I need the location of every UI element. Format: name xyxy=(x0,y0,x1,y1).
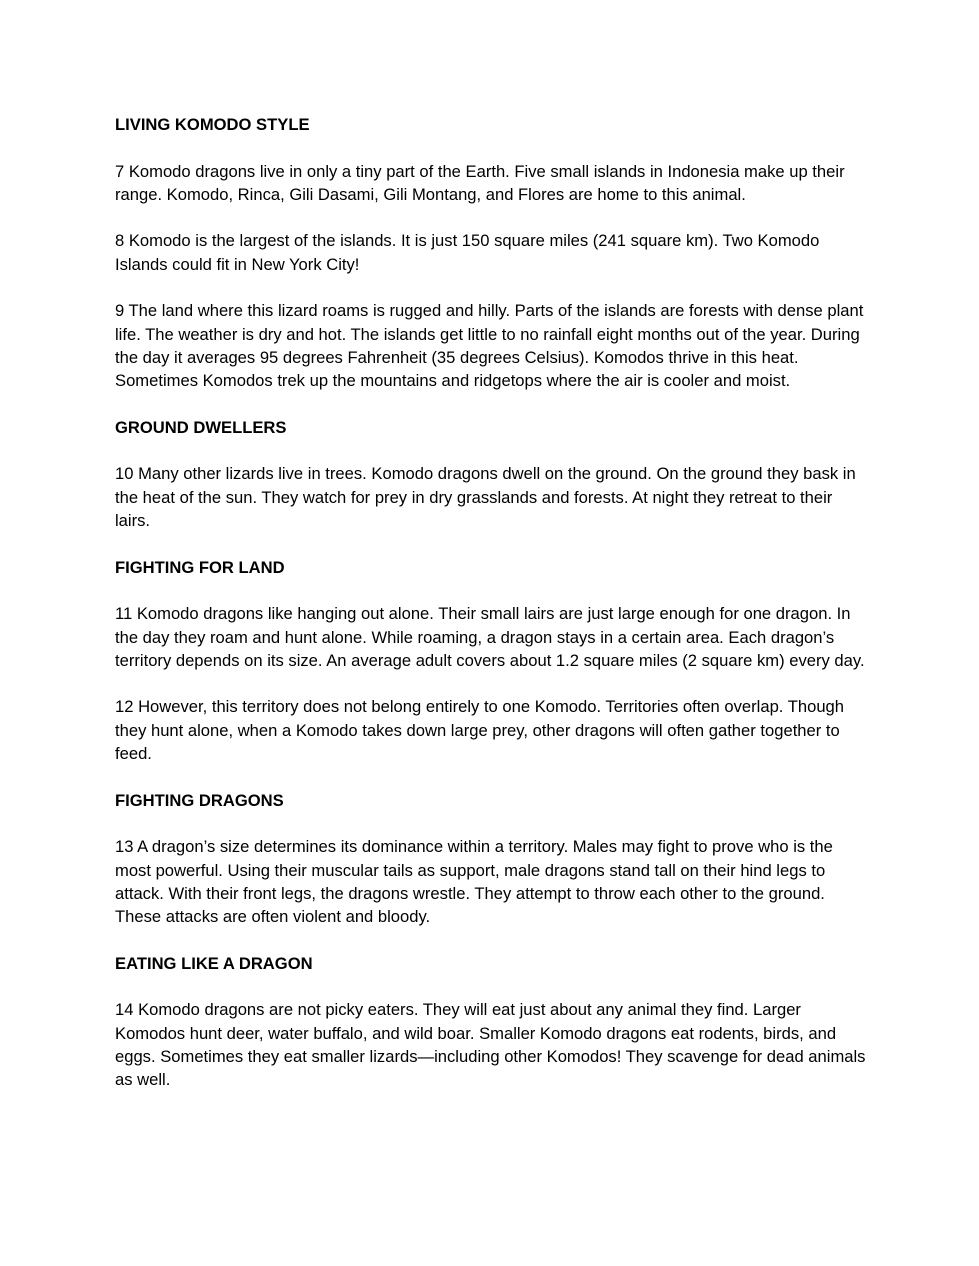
section-heading: LIVING KOMODO STYLE xyxy=(115,115,310,134)
section-fighting-dragons xyxy=(115,789,867,929)
paragraph-14: 14 Komodo dragons are not picky eaters. They will eat just about any animal they find. Larger Komodos hunt deer, water buffalo, and wild boar. Smaller Komodo dragons eat rodents, birds, and eggs. Sometimes they eat smaller lizards—including other Komodos! They scavenge for dead animals as well. xyxy=(115,1000,866,1090)
paragraph-10: 10 Many other lizards live in trees. Komodo dragons dwell on the ground. On the ground they bask in the heat of the sun. They watch for prey in dry grasslands and forests. At night they retreat to their lairs. xyxy=(115,464,856,531)
section-heading: GROUND DWELLERS xyxy=(115,417,287,437)
paragraph-13: 13 A dragon’s size determines its dominance within a territory. Males may fight to prove who is the most powerful. Using their muscular tails as support, male dragons stand tall on their hind legs to attack. With their front legs, the dragons wrestle. They attempt to throw each other to the ground. These attacks are often violent and bloody. xyxy=(115,837,833,927)
section-eating-like-a-dragon xyxy=(115,952,867,1092)
paragraph-7: 7 Komodo dragons live in only a tiny part of the Earth. Five small islands in Indonesia make up their range. Komodo, Rinca, Gili Dasami, Gili Montang, and Flores are home to this animal. xyxy=(115,161,845,204)
section-heading: FIGHTING FOR LAND xyxy=(115,557,285,577)
document-page xyxy=(115,113,867,1115)
section-heading: FIGHTING DRAGONS xyxy=(115,790,284,810)
paragraph-11: 11 Komodo dragons like hanging out alone. Their small lairs are just large enough for one dragon. In the day they roam and hunt alone. While roaming, a dragon stays in a certain area. Each dragon’s territory depends on its size. An average adult covers about 1.2 square miles (2 square km) every day. xyxy=(115,604,865,670)
section-fighting-for-land xyxy=(115,556,867,766)
section-ground-dwellers xyxy=(115,416,867,532)
section-heading: EATING LIKE A DRAGON xyxy=(115,953,313,973)
paragraph-8: 8 Komodo is the largest of the islands. It is just 150 square miles (241 square km). Two Komodo Islands could fit in New York City! xyxy=(115,231,820,274)
paragraph-9: 9 The land where this lizard roams is rugged and hilly. Parts of the islands are forests with dense plant life. The weather is dry and hot. The islands get little to no rainfall eight months out of the year. During the day it averages 95 degrees Fahrenheit (35 degrees Celsius). Komodos thrive in this heat. Sometimes Komodos trek up the mountains and ridgetops where the air is cooler and moist. xyxy=(115,301,864,391)
section-living-komodo-style xyxy=(115,113,867,393)
paragraph-12: 12 However, this territory does not belong entirely to one Komodo. Territories often overlap. Though they hunt alone, when a Komodo takes down large prey, other dragons will often gather together to feed. xyxy=(115,697,845,764)
